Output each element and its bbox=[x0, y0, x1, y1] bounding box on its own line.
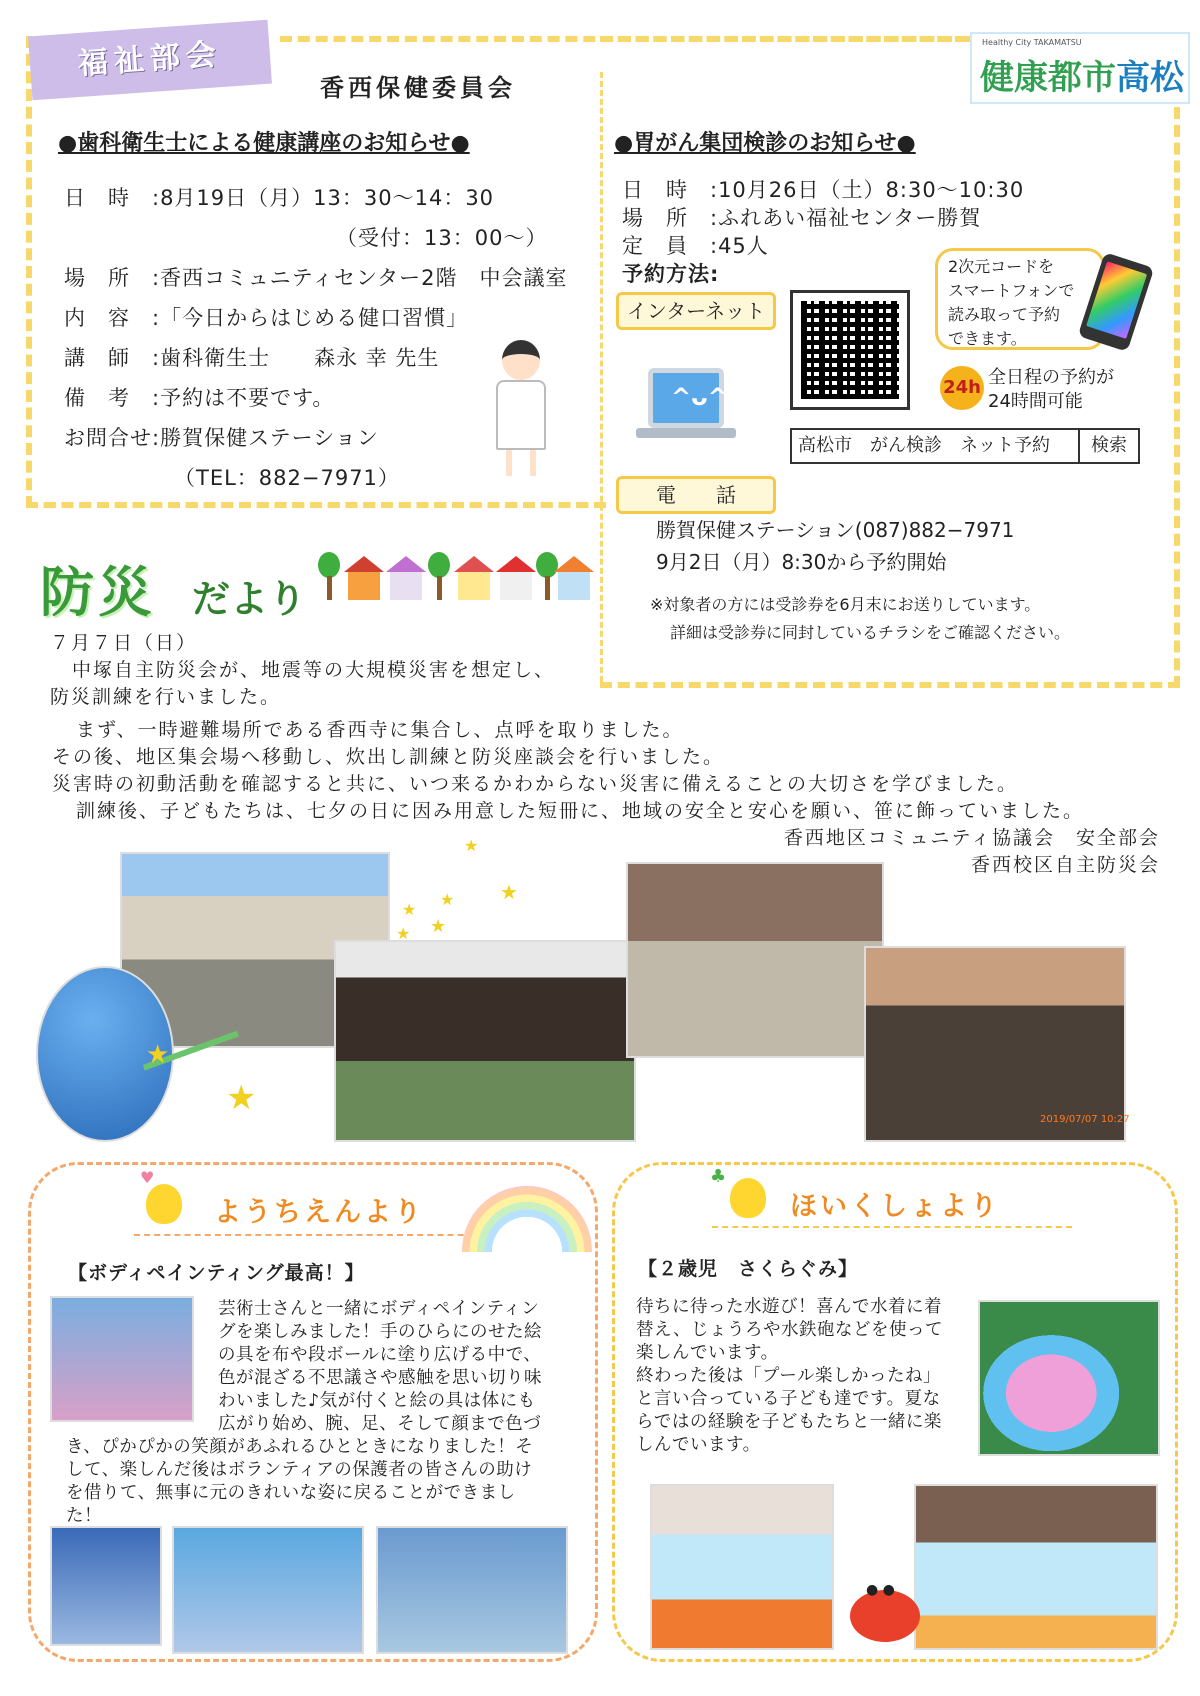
youchien-line: して、楽しんだ後はボランティアの保護者の皆さんの助け bbox=[66, 1460, 533, 1480]
star-icon: ★ bbox=[226, 1078, 257, 1118]
roof bbox=[344, 556, 384, 572]
bousai-line-5: 災害時の初動活動を確認すると共に、いつ来るかわからない災害に備えることの大切さを学びました。 bbox=[52, 773, 1019, 795]
phone-station: 勝賀保健ステーション(087)882−7971 bbox=[656, 518, 1015, 542]
qr-pattern bbox=[801, 301, 899, 399]
search-box[interactable] bbox=[790, 428, 1140, 464]
tree-trunk bbox=[327, 576, 332, 600]
star-icon: ★ bbox=[396, 924, 411, 943]
doctor-illustration bbox=[488, 340, 554, 480]
bousai-subtitle: だより bbox=[192, 577, 307, 621]
youchien-heading: 【ボディペインティング最高！】 bbox=[68, 1262, 365, 1284]
committee-title: 香西保健委員会 bbox=[320, 74, 516, 102]
roof bbox=[386, 556, 426, 572]
house-icon bbox=[558, 572, 590, 600]
qr-note: 2次元コードを スマートフォンで 読み取って予約 できます。 bbox=[948, 257, 1075, 348]
youchien-line: た！ bbox=[66, 1506, 102, 1526]
hoikusho-line: と言い合っている子ども達です。夏な bbox=[636, 1389, 941, 1409]
kids-painted-photo bbox=[50, 1296, 194, 1422]
doctor-legs bbox=[506, 450, 536, 476]
search-text: 高松市 がん検診 ネット予約 bbox=[798, 435, 1050, 456]
crab-eyes: ● ● bbox=[866, 1582, 895, 1598]
bousai-title: 防災 bbox=[40, 560, 156, 624]
gastric-capacity: 定 員 :45人 bbox=[622, 234, 769, 258]
logo-subtitle: Healthy City TAKAMATSU bbox=[982, 38, 1082, 47]
youchien-line: グを楽しみました！手のひらにのせた絵 bbox=[218, 1322, 542, 1342]
pool-photo-1 bbox=[978, 1300, 1160, 1456]
dental-note: 備 考 :予約は不要です。 bbox=[64, 386, 335, 410]
24h-badge: 24h bbox=[940, 366, 984, 410]
tree-trunk bbox=[545, 576, 550, 600]
dental-reception: （受付：13：00〜） bbox=[336, 226, 548, 250]
tree-icon bbox=[318, 552, 340, 600]
gastric-method: 予約方法: bbox=[622, 262, 720, 286]
temple-gate-photo bbox=[334, 940, 636, 1142]
youchien-line: わいました♪気が付くと絵の具は体にも bbox=[218, 1391, 536, 1411]
tree-top bbox=[318, 552, 340, 578]
kids-photo-1 bbox=[50, 1526, 162, 1646]
kids-photo-3 bbox=[376, 1526, 568, 1654]
hoikusho-heading: 【２歳児 さくらぐみ】 bbox=[638, 1258, 859, 1280]
laptop-face: ^ᴗ^ bbox=[671, 383, 728, 411]
youchien-line: を借りて、無事に元のきれいな姿に戻ることができまし bbox=[66, 1483, 516, 1503]
photo-stamp: 2019/07/07 10:27 bbox=[1040, 1114, 1130, 1125]
heart-icon: ♥ bbox=[140, 1168, 155, 1187]
allday-note: 全日程の予約が 24時間可能 bbox=[988, 367, 1114, 412]
roof bbox=[554, 556, 594, 572]
search-button[interactable]: 検索 bbox=[1078, 430, 1138, 462]
dental-content: 内 容 :「今日からはじめる健口習慣」 bbox=[64, 306, 469, 330]
doctor-head bbox=[502, 340, 540, 380]
hoikusho-line: 終わった後は「プール楽しかったね」 bbox=[636, 1366, 941, 1386]
dental-contact: お問合せ:勝賀保健ステーション bbox=[64, 426, 379, 450]
notice-2: 詳細は受診券に同封しているチラシをご確認ください。 bbox=[670, 623, 1071, 642]
logo-city: 高松 bbox=[1116, 58, 1184, 98]
clover-icon: ♣ bbox=[710, 1166, 727, 1187]
kids-photo-2 bbox=[172, 1526, 364, 1654]
star-icon: ★ bbox=[430, 916, 447, 937]
youchien-line: 広がり始め、腕、足、そして顔まで色づ bbox=[218, 1414, 542, 1434]
fukushi-tag: 福祉部会 bbox=[28, 20, 272, 101]
pool-photo-2 bbox=[650, 1484, 834, 1650]
youchien-line: き、ぴかぴかの笑顔があふれるひとときになりました！そ bbox=[66, 1437, 534, 1457]
meeting-photo bbox=[864, 946, 1126, 1142]
youchien-line: 色が混ざる不思議さや感触を思い切り味 bbox=[218, 1368, 542, 1388]
bousai-sign-2: 香西校区自主防災会 bbox=[970, 854, 1160, 876]
dental-place: 場 所 :香西コミュニティセンター2階 中会議室 bbox=[64, 266, 568, 290]
house-icon bbox=[390, 572, 422, 600]
hoikusho-line: しんでいます。 bbox=[636, 1435, 761, 1455]
tree-trunk bbox=[437, 576, 442, 600]
pool-photo-3 bbox=[914, 1484, 1158, 1650]
youchien-line: 芸術士さんと一緒にボディペインティン bbox=[218, 1299, 540, 1319]
tree-icon bbox=[428, 552, 450, 600]
house-icon bbox=[500, 572, 532, 600]
hoikusho-title: ほいくしょより bbox=[790, 1191, 1000, 1222]
mid-dash-line bbox=[26, 502, 606, 508]
star-icon: ★ bbox=[500, 880, 518, 904]
bousai-line-6: 訓練後、子どもたちは、七夕の日に因み用意した短冊に、地域の安全と安心を願い、笹に飾っていました。 bbox=[76, 800, 1085, 822]
tree-top bbox=[428, 552, 450, 578]
town-illustration bbox=[318, 540, 588, 600]
hoikusho-line: らではの経験を子どもたちと一緒に楽 bbox=[636, 1412, 942, 1432]
phone-label: 電 話 bbox=[616, 476, 776, 514]
hoikusho-text bbox=[636, 1296, 976, 1457]
dental-tel: （TEL：882−7971） bbox=[174, 466, 400, 490]
chick-icon bbox=[730, 1178, 766, 1218]
gastric-date: 日 時 :10月26日（土）8:30〜10:30 bbox=[622, 178, 1025, 202]
phone-start: 9月2日（月）8:30から予約開始 bbox=[656, 550, 947, 574]
top-dash-line bbox=[280, 36, 970, 42]
dental-lecturer: 講 師 :歯科衛生士 森永 幸 先生 bbox=[64, 346, 440, 370]
bousai-line-3: まず、一時避難場所である香西寺に集合し、点呼を取りました。 bbox=[76, 719, 684, 741]
gastric-place: 場 所 :ふれあい福祉センター勝賀 bbox=[622, 206, 982, 230]
internet-label: インターネット bbox=[616, 292, 776, 330]
hoikusho-line: 替え、じょうろや水鉄砲などを使って bbox=[636, 1320, 944, 1340]
qr-speech-bubble bbox=[935, 248, 1105, 350]
qr-code[interactable] bbox=[790, 290, 910, 410]
bousai-line-1: 中塚自主防災会が、地震等の大規模災害を想定し、 bbox=[72, 659, 556, 681]
hoikusho-line: 待ちに待った水遊び！喜んで水着に着 bbox=[636, 1297, 942, 1317]
house-icon bbox=[348, 572, 380, 600]
youchien-title: ようちえんより bbox=[214, 1197, 424, 1228]
chick-icon bbox=[146, 1184, 182, 1224]
bousai-line-2: 防災訓練を行いました。 bbox=[50, 686, 282, 708]
house-icon bbox=[458, 572, 490, 600]
dental-title: ●歯科衛生士による健康講座のお知らせ● bbox=[58, 131, 470, 156]
hoikusho-title-rule bbox=[712, 1226, 1072, 1228]
logo-text bbox=[980, 50, 1184, 99]
youchien-line: の具を布や段ボールに塗り広げる中で、 bbox=[218, 1345, 542, 1365]
laptop-base bbox=[636, 428, 736, 438]
bousai-date: ７月７日（日） bbox=[50, 632, 198, 654]
gastric-title: ●胃がん集団検診のお知らせ● bbox=[614, 131, 916, 156]
roof bbox=[496, 556, 536, 572]
doctor-coat bbox=[496, 380, 546, 450]
cooking-photo bbox=[626, 862, 884, 1058]
youchien-text-bottom bbox=[66, 1436, 586, 1528]
star-icon: ★ bbox=[146, 1040, 170, 1070]
hoikusho-line: 楽しんでいます。 bbox=[636, 1343, 779, 1363]
bousai-sign-1: 香西地区コミュニティ協議会 安全部会 bbox=[783, 827, 1160, 849]
star-icon: ★ bbox=[440, 890, 455, 909]
dental-date: 日 時 :8月19日（月）13：30〜14：30 bbox=[64, 186, 495, 210]
logo-main: 健康都市 bbox=[980, 58, 1116, 98]
star-icon: ★ bbox=[402, 900, 417, 919]
healthy-city-logo bbox=[970, 32, 1190, 104]
bousai-line-4: その後、地区集会場へ移動し、炊出し訓練と防災座談会を行いました。 bbox=[52, 746, 725, 768]
youchien-text-top bbox=[218, 1298, 578, 1436]
laptop-icon bbox=[648, 368, 728, 428]
roof bbox=[454, 556, 494, 572]
notice-1: ※対象者の方には受診券を6月末にお送りしています。 bbox=[650, 595, 1041, 614]
star-icon: ★ bbox=[464, 836, 479, 855]
youchien-title-rule bbox=[134, 1234, 494, 1236]
